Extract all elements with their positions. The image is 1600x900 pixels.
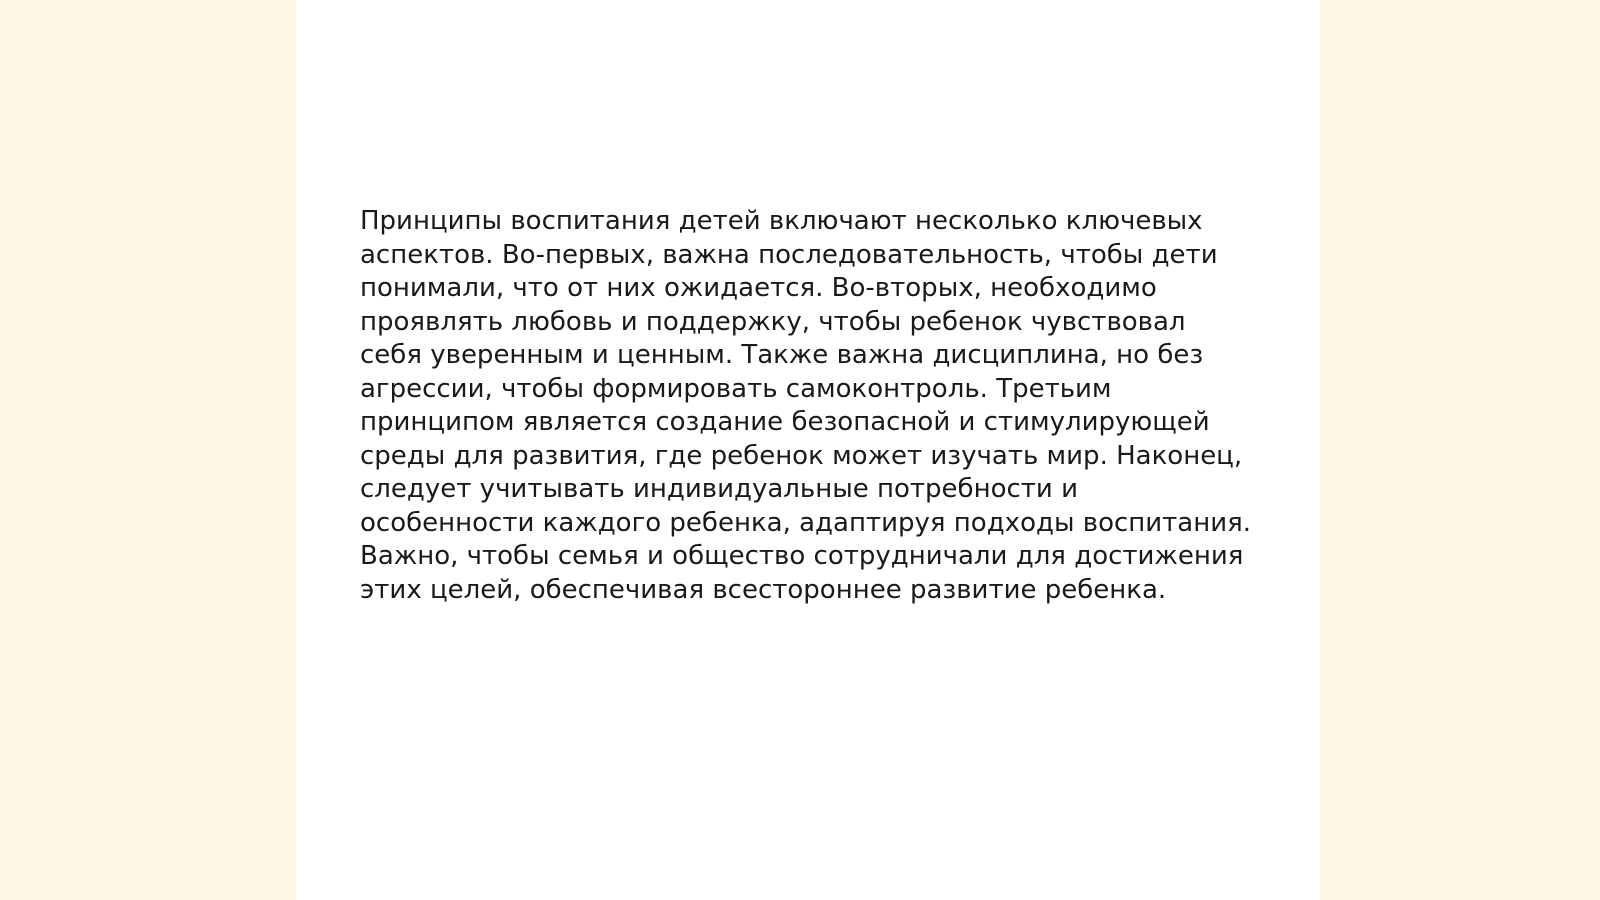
paragraph-line: агрессии, чтобы формировать самоконтроль. Третьим xyxy=(360,373,1112,404)
paragraph-line: следует учитывать индивидуальные потребности и xyxy=(360,474,1078,504)
paragraph-line: Принципы воспитания детей включают несколько ключевых xyxy=(360,206,1203,236)
paragraph-line: понимали, что от них ожидается. Во-вторых, необходимо xyxy=(360,273,1157,303)
paragraph-line: Важно, чтобы семья и общество сотрудничали для достижения xyxy=(360,541,1244,571)
body-paragraph xyxy=(360,205,1260,607)
paragraph-line: аспектов. Во-первых, важна последовательность, чтобы дети xyxy=(360,239,1218,270)
paragraph-line: этих целей, обеспечивая всестороннее развитие ребенка. xyxy=(360,574,1167,605)
paragraph-line: принципом является создание безопасной и стимулирующей xyxy=(360,407,1210,437)
paragraph-line: среды для развития, где ребенок может изучать мир. Наконец, xyxy=(360,440,1243,471)
paragraph-line: себя уверенным и ценным. Также важна дисциплина, но без xyxy=(360,340,1204,370)
page-sheet xyxy=(296,0,1320,900)
paragraph-line: особенности каждого ребенка, адаптируя подходы воспитания. xyxy=(360,507,1252,538)
paragraph-line: проявлять любовь и поддержку, чтобы ребенок чувствовал xyxy=(360,306,1186,337)
